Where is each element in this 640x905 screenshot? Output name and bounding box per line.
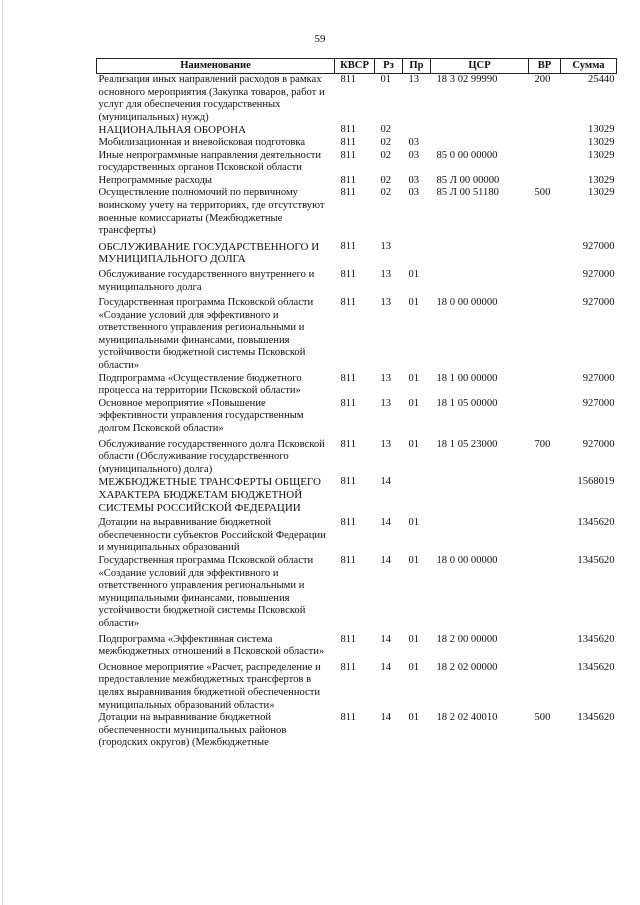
cell-rz: 14 — [380, 554, 392, 566]
table-row — [97, 294, 617, 373]
cell-pr: 03 — [408, 174, 420, 186]
cell-pr: 03 — [408, 187, 420, 199]
cell-sum: 1345620 — [577, 633, 615, 645]
cell-vr — [529, 238, 561, 266]
cell-csr: 18 2 00 00000 — [436, 633, 498, 645]
header-name: Наименование — [97, 59, 335, 74]
cell-name: Подпрограмма «Осуществление бюджетного процесса на территории Псковской области» — [98, 372, 302, 397]
cell-name: Иные непрограммные направления деятельности государственных органов Псковской области — [98, 149, 322, 174]
cell-vr — [529, 175, 561, 188]
cell-vr — [529, 124, 561, 137]
cell-kvsr: 811 — [340, 149, 356, 161]
cell-rz: 14 — [380, 712, 392, 724]
cell-sum: 927000 — [582, 268, 615, 280]
cell-pr: 01 — [408, 661, 420, 673]
cell-sum: 927000 — [582, 397, 615, 409]
cell-rz: 13 — [380, 372, 392, 384]
cell-csr: 18 1 05 00000 — [436, 397, 498, 409]
table-row — [97, 175, 617, 188]
cell-vr: 200 — [534, 74, 551, 85]
cell-vr — [529, 476, 561, 514]
cell-kvsr: 811 — [340, 74, 356, 85]
cell-rz: 14 — [380, 661, 392, 673]
cell-kvsr: 811 — [340, 438, 356, 450]
cell-pr: 01 — [408, 268, 420, 280]
cell-csr: 18 2 02 00000 — [436, 661, 498, 673]
table-row — [97, 137, 617, 150]
table-row — [97, 398, 617, 436]
cell-vr — [529, 398, 561, 436]
cell-sum: 927000 — [582, 438, 615, 450]
cell-sum: 1345620 — [577, 554, 615, 566]
cell-pr — [403, 238, 431, 266]
cell-kvsr: 811 — [340, 712, 356, 724]
cell-csr: 18 1 00 00000 — [436, 372, 498, 384]
cell-vr — [529, 555, 561, 631]
cell-name: ОБСЛУЖИВАНИЕ ГОСУДАРСТВЕННОГО И МУНИЦИПАЛЬНОГО ДОЛГА — [98, 240, 320, 266]
table-header-row — [97, 59, 617, 74]
table-row — [97, 238, 617, 266]
cell-sum: 927000 — [582, 372, 615, 384]
cell-vr — [529, 659, 561, 712]
cell-rz: 02 — [380, 174, 392, 186]
cell-rz: 13 — [380, 240, 392, 252]
cell-csr: 18 0 00 00000 — [436, 297, 498, 309]
cell-pr: 01 — [408, 554, 420, 566]
cell-pr: 01 — [408, 438, 420, 450]
cell-kvsr: 811 — [340, 397, 356, 409]
cell-vr — [529, 631, 561, 659]
cell-csr: 85 Л 00 51180 — [436, 187, 499, 199]
cell-name: Основное мероприятие «Расчет, распределение и предоставление межбюджетных трансфертов в целях выравнивания бюджетной обеспеченности муниципальных образований области» — [98, 661, 321, 711]
cell-kvsr: 811 — [340, 268, 356, 280]
cell-sum: 1345620 — [577, 712, 615, 724]
table-row — [97, 124, 617, 137]
table-row — [97, 555, 617, 631]
cell-sum: 13029 — [588, 187, 615, 199]
cell-sum: 25440 — [588, 74, 615, 85]
cell-name: Дотации на выравнивание бюджетной обеспеченности муниципальных районов (городских округов) (Межбюджетные — [98, 712, 287, 749]
cell-pr: 01 — [408, 517, 420, 529]
cell-vr — [529, 150, 561, 175]
cell-name: Реализация иных направлений расходов в рамках основного мероприятия (Закупка товаров, работ и услуг для обеспечения государственных (муниципальных) нужд) — [98, 74, 325, 123]
cell-vr: 500 — [534, 712, 551, 724]
cell-rz: 14 — [380, 633, 392, 645]
cell-csr: 18 2 02 40010 — [436, 712, 498, 724]
cell-vr — [529, 137, 561, 150]
table-row — [97, 187, 617, 237]
cell-sum: 13029 — [588, 124, 615, 136]
table-row — [97, 659, 617, 712]
cell-kvsr: 811 — [340, 297, 356, 309]
cell-csr: 85 Л 00 00000 — [436, 174, 500, 186]
table-row — [97, 712, 617, 750]
cell-csr — [431, 137, 529, 150]
cell-kvsr: 811 — [340, 136, 356, 148]
cell-kvsr: 811 — [340, 554, 356, 566]
cell-name: МЕЖБЮДЖЕТНЫЕ ТРАНСФЕРТЫ ОБЩЕГО ХАРАКТЕРА БЮДЖЕТАМ БЮДЖЕТНОЙ СИСТЕМЫ РОССИЙСКОЙ ФЕДЕРАЦИИ — [98, 476, 321, 514]
cell-name: Государственная программа Псковской области «Создание условий для эффективного и ответственного управления региональными и муниципальными финансами, повышения устойчивости бюджетной системы Псковской области» — [98, 554, 314, 629]
cell-rz: 13 — [380, 268, 392, 280]
table-row — [97, 74, 617, 125]
cell-rz: 14 — [380, 517, 392, 529]
table-row — [97, 150, 617, 175]
cell-kvsr: 811 — [340, 517, 356, 529]
cell-csr: 18 1 05 23000 — [436, 438, 498, 450]
table-row — [97, 476, 617, 514]
cell-pr: 01 — [408, 372, 420, 384]
cell-csr — [431, 476, 529, 514]
cell-kvsr: 811 — [340, 633, 356, 645]
cell-name: Непрограммные расходы — [98, 174, 212, 186]
cell-kvsr: 811 — [340, 372, 356, 384]
cell-pr: 01 — [408, 712, 420, 724]
cell-csr — [431, 514, 529, 555]
cell-kvsr: 811 — [340, 476, 356, 488]
cell-kvsr: 811 — [340, 661, 356, 673]
cell-csr — [431, 124, 529, 137]
cell-csr: 85 0 00 00000 — [436, 149, 498, 161]
cell-vr — [529, 266, 561, 294]
table-row — [97, 266, 617, 294]
cell-name: Обслуживание государственного долга Псковской области (Обслуживание государственного (муниципального) долга) — [98, 438, 325, 475]
cell-sum: 13029 — [588, 149, 615, 161]
cell-kvsr: 811 — [340, 187, 356, 199]
cell-name: Обслуживание государственного внутреннего и муниципального долга — [98, 268, 315, 293]
cell-sum: 1345620 — [577, 661, 615, 673]
cell-pr: 01 — [408, 397, 420, 409]
cell-rz: 01 — [380, 74, 392, 85]
table-row — [97, 631, 617, 659]
cell-vr — [529, 514, 561, 555]
cell-rz: 13 — [380, 297, 392, 309]
budget-table-container — [96, 58, 616, 750]
cell-name: Дотации на выравнивание бюджетной обеспеченности субъектов Российской Федерации и муниципальных образований — [98, 517, 326, 554]
header-csr: ЦСР — [431, 59, 529, 74]
header-sum: Сумма — [561, 59, 617, 74]
cell-rz: 02 — [380, 136, 392, 148]
budget-table — [96, 58, 617, 750]
cell-rz: 02 — [380, 187, 392, 199]
cell-pr: 13 — [408, 74, 420, 85]
cell-kvsr: 811 — [340, 174, 356, 186]
cell-csr: 18 0 00 00000 — [436, 554, 498, 566]
cell-name: Государственная программа Псковской области «Создание условий для эффективного и ответственного управления региональными и муниципальными финансами, повышения устойчивости бюджетной системы Псковской области» — [98, 297, 314, 372]
cell-vr: 500 — [534, 187, 551, 199]
cell-name: Осуществление полномочий по первичному воинскому учету на территориях, где отсутствуют военные комиссариаты (Межбюджетные трансферты) — [98, 187, 325, 237]
cell-rz: 14 — [380, 476, 392, 488]
cell-pr: 01 — [408, 633, 420, 645]
cell-name: Подпрограмма «Эффективная система межбюджетных отношений в Псковской области» — [98, 633, 325, 658]
table-row — [97, 373, 617, 398]
cell-vr — [529, 373, 561, 398]
cell-name: Основное мероприятие «Повышение эффективности управления государственным долгом Псковской области» — [98, 397, 304, 435]
cell-sum: 1345620 — [577, 517, 615, 529]
cell-name: НАЦИОНАЛЬНАЯ ОБОРОНА — [98, 124, 247, 137]
cell-sum: 927000 — [582, 297, 615, 309]
cell-rz: 13 — [380, 397, 392, 409]
cell-kvsr: 811 — [340, 240, 356, 252]
table-body — [97, 74, 617, 750]
cell-pr — [403, 124, 431, 137]
cell-pr — [403, 476, 431, 514]
header-rz: Рз — [375, 59, 403, 74]
cell-sum: 1568019 — [577, 476, 615, 488]
cell-pr: 01 — [408, 297, 420, 309]
cell-rz: 13 — [380, 438, 392, 450]
cell-sum: 927000 — [582, 240, 615, 252]
cell-rz: 02 — [380, 149, 392, 161]
cell-kvsr: 811 — [340, 124, 356, 136]
cell-sum: 13029 — [588, 174, 615, 186]
header-pr: Пр — [403, 59, 431, 74]
header-vr: ВР — [529, 59, 561, 74]
table-row — [97, 514, 617, 555]
scan-edge-line — [2, 0, 3, 905]
cell-vr — [529, 294, 561, 373]
cell-rz: 02 — [380, 124, 392, 136]
cell-sum: 13029 — [588, 136, 615, 148]
cell-csr — [431, 238, 529, 266]
cell-pr: 03 — [408, 136, 420, 148]
cell-name: Мобилизационная и вневойсковая подготовка — [98, 136, 306, 148]
cell-csr: 18 3 02 99990 — [436, 74, 498, 85]
header-kvsr: КВСР — [335, 59, 375, 74]
cell-vr: 700 — [534, 438, 551, 450]
cell-csr — [431, 266, 529, 294]
table-row — [97, 436, 617, 477]
cell-pr: 03 — [408, 149, 420, 161]
page-number: 59 — [314, 33, 326, 45]
